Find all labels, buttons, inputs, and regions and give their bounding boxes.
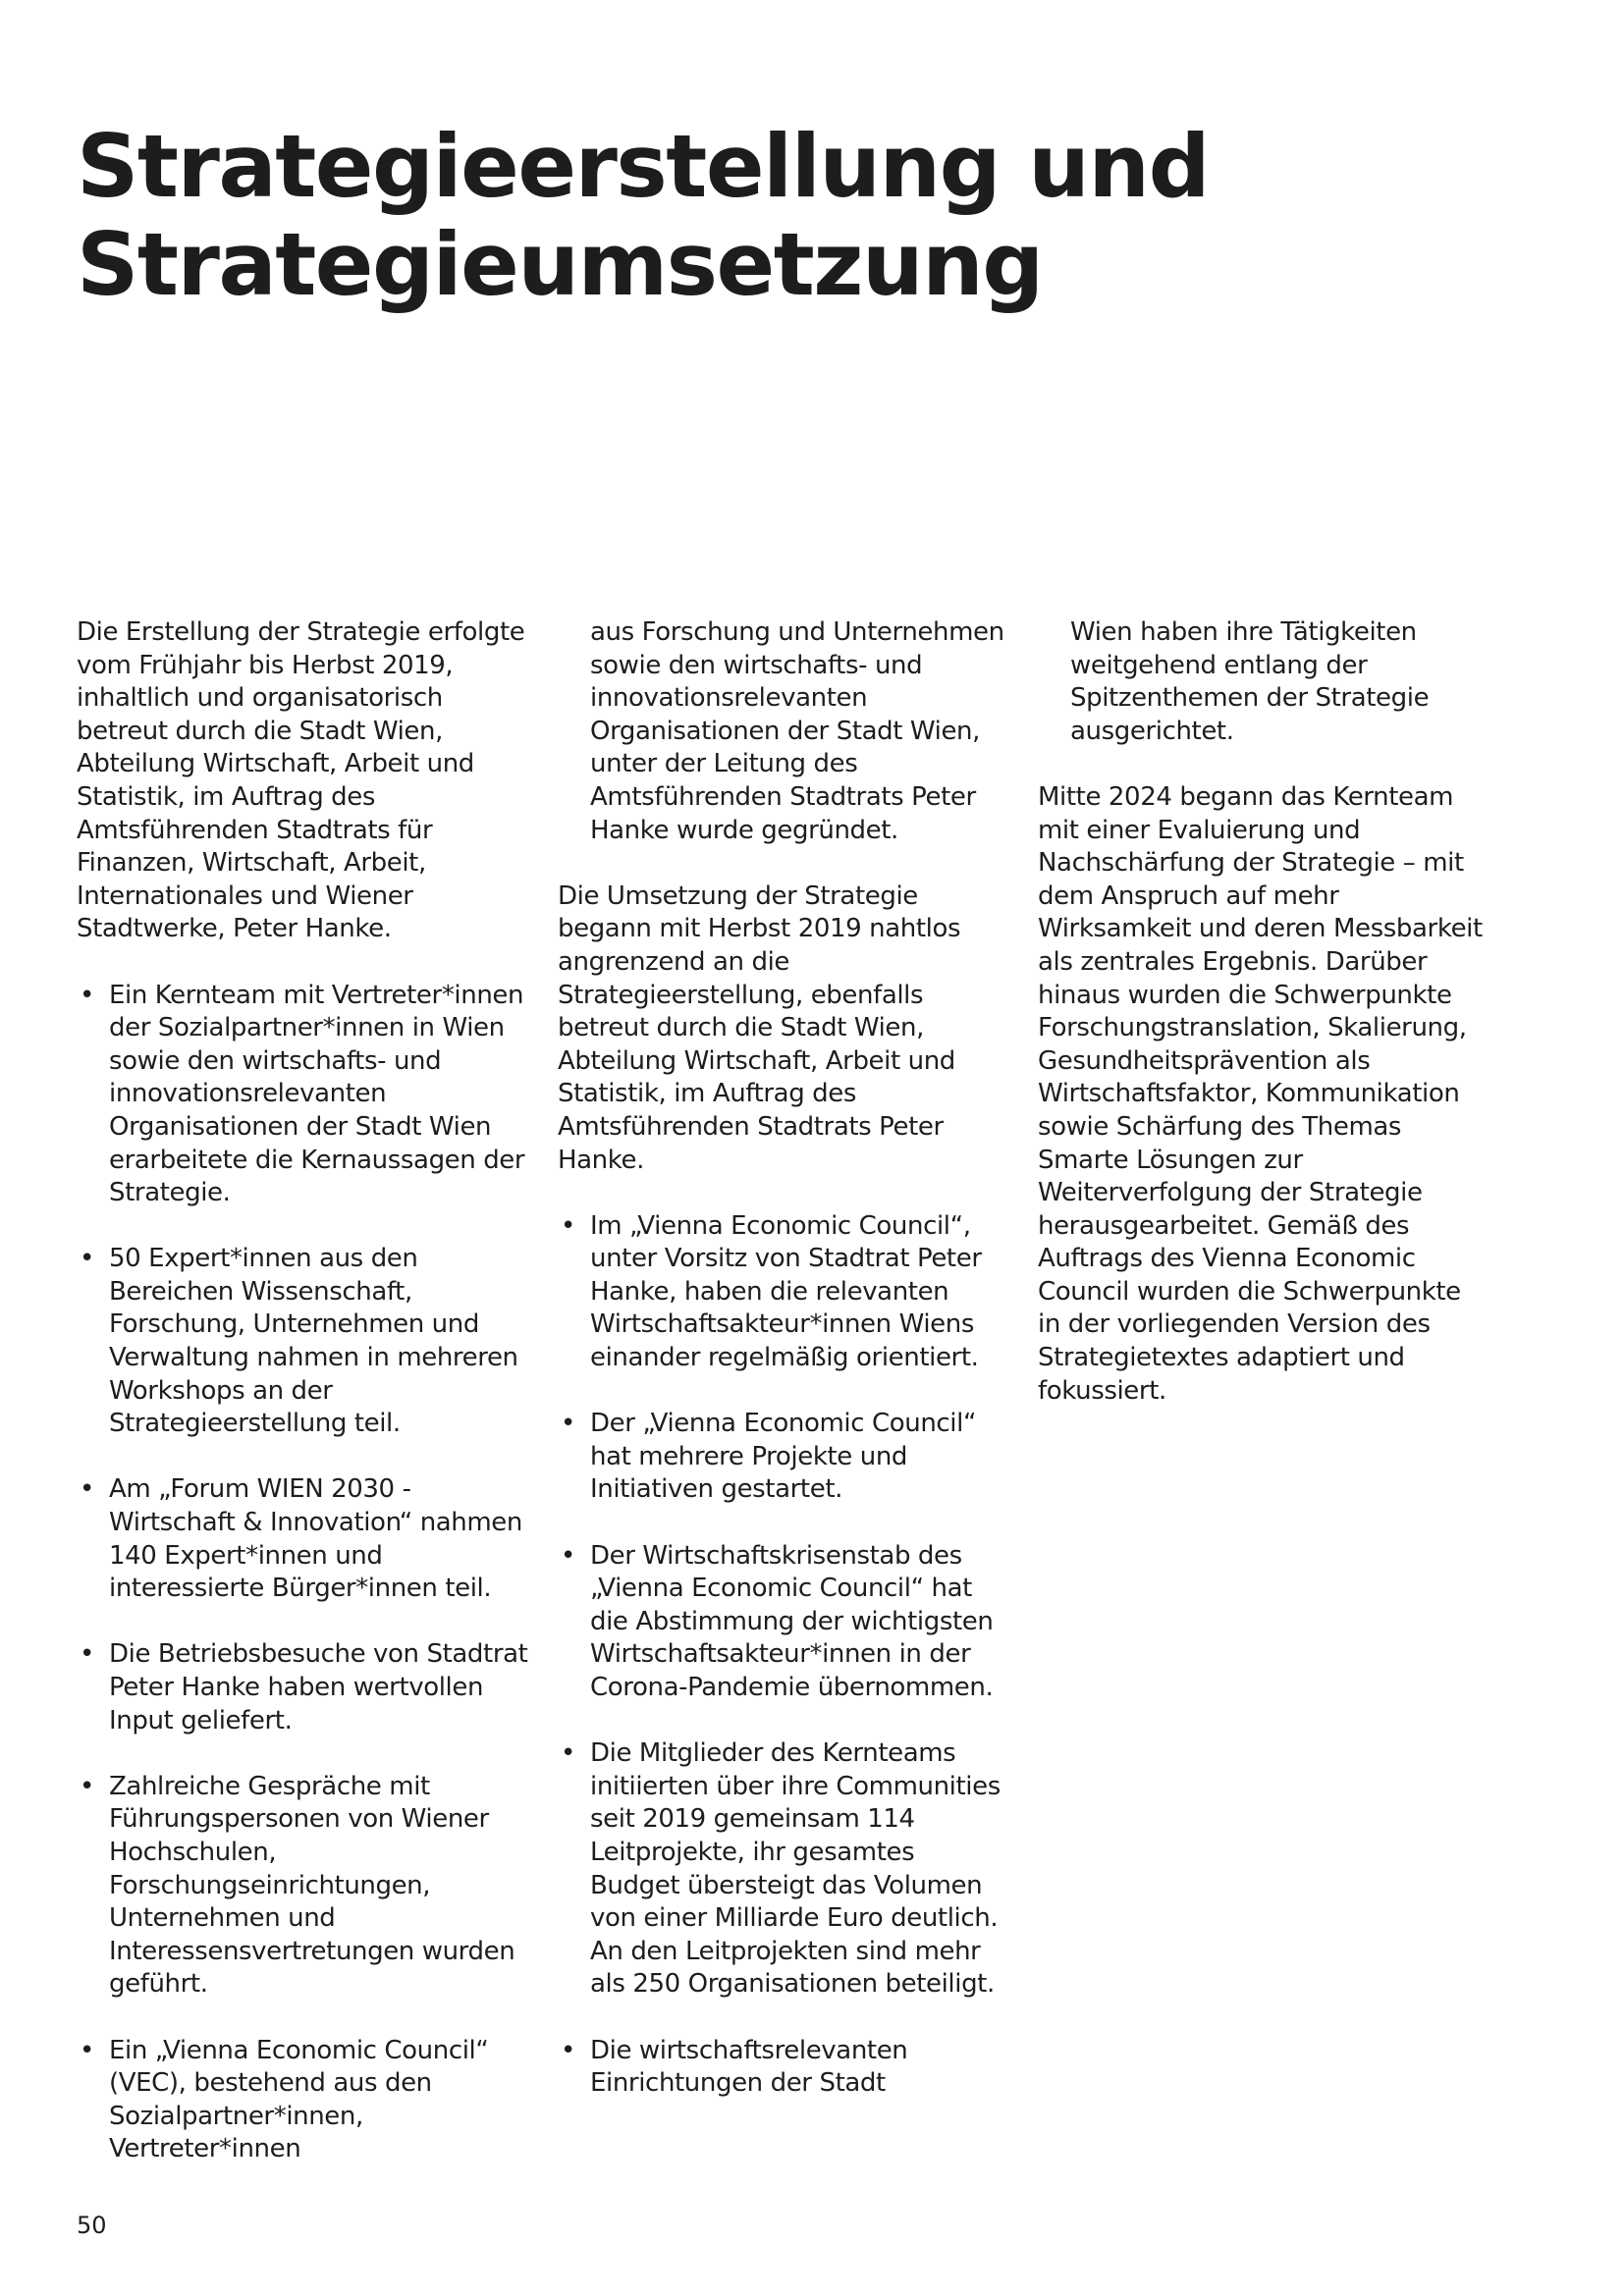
list-item: • Ein „Vienna Economic Council“ (VEC), bestehend aus den Sozialpartner*innen, Vertreter*innen xyxy=(77,2035,528,2166)
list-item: • Der „Vienna Economic Council“ hat mehrere Projekte und Initiativen gestartet. xyxy=(558,1408,1009,1507)
list-item: • Die Mitglieder des Kernteams initiierten über ihre Communities seit 2019 gemeinsam 114 Leitprojekte, ihr gesamtes Budget übersteigt das Volumen von einer Milliarde Euro deutlich. An den Leitprojekten sind mehr als 250 Organisationen beteiligt. xyxy=(558,1737,1009,2002)
list-item: • 50 Expert*innen aus den Bereichen Wissenschaft, Forschung, Unternehmen und Verwaltung nahmen in mehreren Workshops an der Strategieerstellung teil. xyxy=(77,1243,528,1441)
list-item: • Am „Forum WIEN 2030 - Wirtschaft & Innovation“ nahmen 140 Expert*innen und interessierte Bürger*innen teil. xyxy=(77,1473,528,1605)
list-item: • Die wirtschaftsrelevanten Einrichtungen der Stadt xyxy=(558,2035,1009,2101)
intro-paragraph: Die Erstellung der Strategie erfolgte vom Frühjahr bis Herbst 2019, inhaltlich und organisatorisch betreut durch die Stadt Wien, Abteilung Wirtschaft, Arbeit und Statistik, im Auftrag des Amtsführenden Stadtrats für Finanzen, Wirtschaft, Arbeit, Internationales und Wiener Stadtwerke, Peter Hanke. xyxy=(77,617,525,944)
page-title-line-2: Strategieumsetzung xyxy=(77,214,1043,315)
bullet-list xyxy=(77,980,528,2166)
bullet-list xyxy=(558,1210,1009,2101)
list-item: • Ein Kernteam mit Vertreter*innen der Sozialpartner*innen in Wien sowie den wirtschafts- und innovationsrelevanten Organisationen der Stadt Wien erarbeitete die Kernaussagen der Strategie. xyxy=(77,980,528,1210)
text-column-2 xyxy=(558,616,1009,2133)
text-column-1 xyxy=(77,616,528,2200)
list-item: • Der Wirtschaftskrisenstab des „Vienna Economic Council“ hat die Abstimmung der wichtigsten Wirtschaftsakteur*innen in der Corona-Pandemie übernommen. xyxy=(558,1540,1009,1705)
page-title-line-1: Strategieerstellung und xyxy=(77,116,1210,217)
text-column-3 xyxy=(1038,616,1489,1441)
list-item: • Die Betriebsbesuche von Stadtrat Peter Hanke haben wertvollen Input geliefert. xyxy=(77,1638,528,1737)
list-item: • Im „Vienna Economic Council“, unter Vorsitz von Stadtrat Peter Hanke, haben die relevanten Wirtschaftsakteur*innen Wiens einander regelmäßig orientiert. xyxy=(558,1210,1009,1375)
list-item: • Zahlreiche Gespräche mit Führungspersonen von Wiener Hochschulen, Forschungseinrichtungen, Unternehmen und Interessensvertretungen wurden geführt. xyxy=(77,1771,528,2002)
page-title xyxy=(77,118,1353,314)
bullet-continuation: aus Forschung und Unternehmen sowie den wirtschafts- und innovationsrelevanten Organisationen der Stadt Wien, unter der Leitung des Amtsführenden Stadtrats Peter Hanke wurde gegründet. xyxy=(590,617,1004,845)
body-paragraph: Mitte 2024 begann das Kernteam mit einer Evaluierung und Nachschärfung der Strategie – mit dem Anspruch auf mehr Wirksamkeit und deren Messbarkeit als zentrales Ergebnis. Darüber hinaus wurden die Schwerpunkte Forschungstranslation, Skalierung, Gesundheitsprävention als Wirtschaftsfaktor, Kommunikation sowie Schärfung des Themas Smarte Lösungen zur Weiterverfolgung der Strategie herausgearbeitet. Gemäß des Auftrags des Vienna Economic Council wurden die Schwerpunkte in der vorliegenden Version des Strategietextes adaptiert und fokussiert. xyxy=(1038,781,1483,1406)
page-number: 50 xyxy=(77,2212,107,2239)
intro-paragraph: Die Umsetzung der Strategie begann mit Herbst 2019 nahtlos angrenzend an die Strategieerstellung, ebenfalls betreut durch die Stadt Wien, Abteilung Wirtschaft, Arbeit und Statistik, im Auftrag des Amtsführenden Stadtrats Peter Hanke. xyxy=(558,881,961,1175)
bullet-continuation: Wien haben ihre Tätigkeiten weitgehend entlang der Spitzenthemen der Strategie ausgerichtet. xyxy=(1070,617,1430,746)
